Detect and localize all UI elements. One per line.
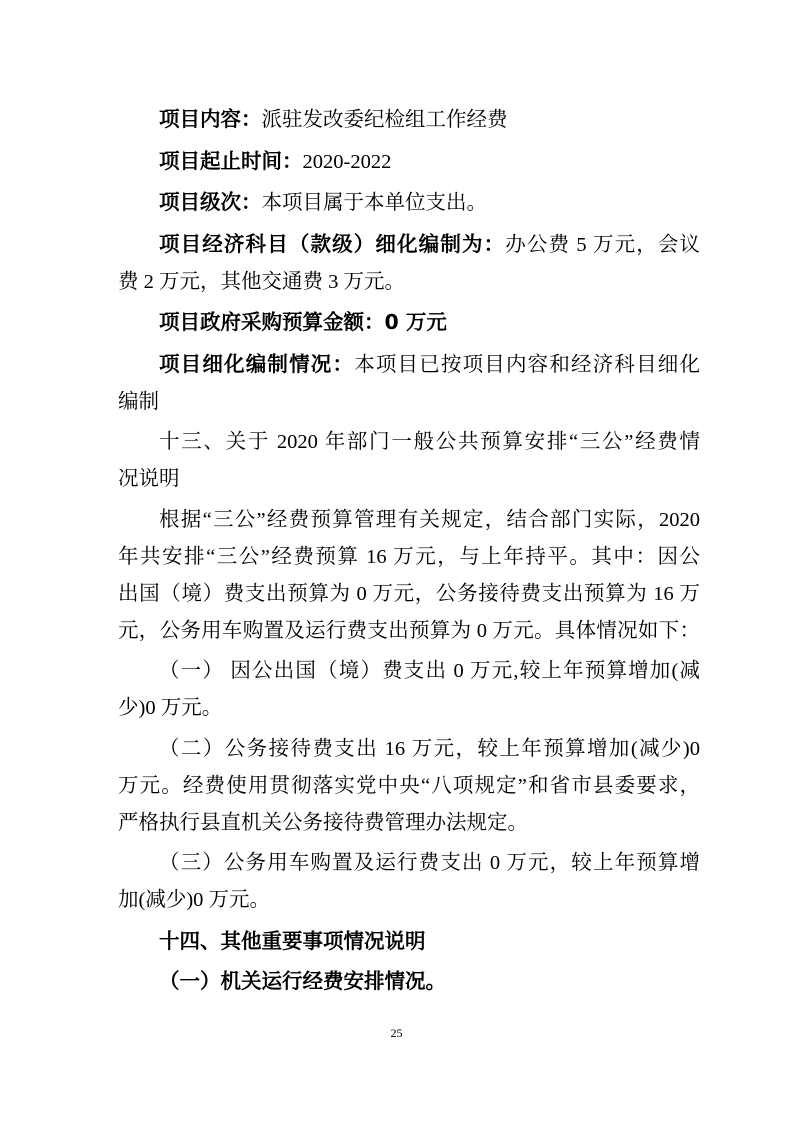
paragraph-line [118,101,700,139]
paragraph-line: 年共安排“三公”经费预算 16 万元，与上年持平。其中：因公 [118,545,700,568]
section-14-item-1-heading [118,963,700,1000]
paragraph-line [118,184,700,222]
detail-compilation-label: 项目细化编制情况： [159,351,355,376]
paragraph-line [118,304,700,342]
project-level-label: 项目级次： [159,190,262,214]
paragraph-line: 加(减少)0 万元。 [118,889,271,911]
paragraph-line: 十四、其他重要事项情况说明 [159,928,426,953]
project-content-value: 派驻发改委纪检组工作经费 [261,109,508,131]
paragraph-line [118,143,700,181]
document-body [118,101,700,1004]
economic-classification-label: 项目经济科目（款级）细化编制为： [159,231,506,256]
paragraph-line: 费 2 万元，其他交通费 3 万元。 [118,270,405,293]
detail-compilation-paragraph [118,346,700,421]
section-13-item-3-paragraph [118,845,700,919]
section-13-item-1-paragraph [118,653,700,727]
detail-compilation-value: 本项目已按项目内容和经济科目细化 [354,353,700,376]
project-period-label: 项目起止时间： [159,148,303,173]
paragraph-line: 编制 [118,390,159,413]
economic-classification-value: 办公费 5 万元，会议 [505,233,701,256]
paragraph-line [118,226,700,264]
paragraph-line: （二）公务接待费支出 16 万元，较上年预算增加(减少)0 [159,737,700,760]
section-13-heading [118,424,700,498]
paragraph-line: 出国（境）费支出预算为 0 万元，公务接待费支出预算为 16 万 [118,582,700,605]
procurement-budget-label: 项目政府采购预算金额：0 万元 [159,310,447,334]
project-content-label: 项目内容： [159,107,262,131]
procurement-budget-paragraph [118,304,700,342]
paragraph-line: 严格执行县直机关公务接待费管理办法规定。 [118,811,528,834]
page-number: 25 [390,1026,403,1040]
paragraph-line: （三）公务用车购置及运行费支出 0 万元，较上年预算增 [159,852,700,874]
section-13-item-2-paragraph [118,731,700,842]
project-level-value: 本项目属于本单位支出。 [261,192,487,214]
economic-classification-paragraph [118,226,700,301]
section-13-summary-paragraph [118,502,700,650]
section-14-heading [118,923,700,960]
project-period-paragraph [118,143,700,181]
paragraph-line: 元，公务用车购置及运行费支出预算为 0 万元。具体情况如下： [118,619,700,642]
paragraph-line: 况说明 [118,468,180,490]
project-period-value: 2020-2022 [302,150,392,173]
paragraph-line [118,346,700,384]
paragraph-line: 十三、关于 2020 年部门一般公共预算安排“三公”经费情 [159,431,700,453]
paragraph-line: 根据“三公”经费预算管理有关规定，结合部门实际，2020 [159,508,700,531]
project-content-paragraph [118,101,700,139]
paragraph-line: 少)0 万元。 [118,697,223,719]
paragraph-line: （一） 因公出国（境）费支出 0 万元,较上年预算增加(减 [159,660,700,682]
paragraph-line: （一）机关运行经费安排情况。 [159,969,446,993]
paragraph-line: 万元。经费使用贯彻落实党中央“八项规定”和省市县委要求， [118,774,700,797]
project-level-paragraph [118,184,700,222]
